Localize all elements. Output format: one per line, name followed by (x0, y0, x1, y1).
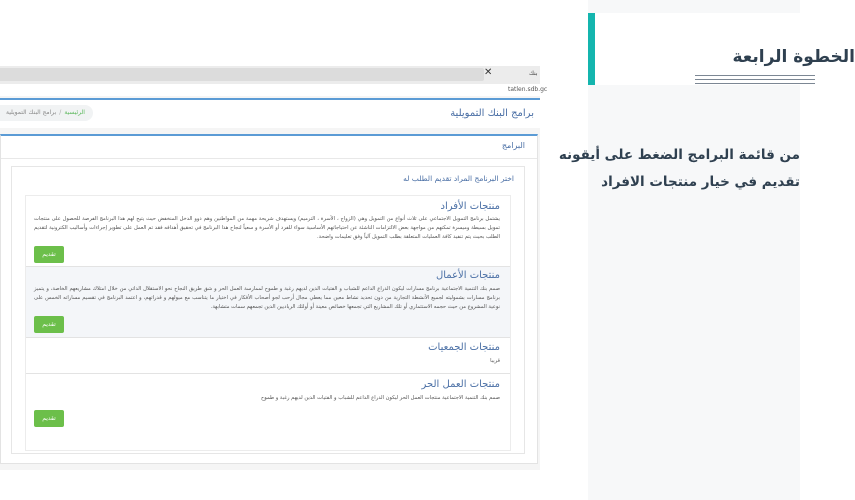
product-description: صمم بنك التنمية الاجتماعية برنامج مسارات ليكون الذراع الداعم للشباب و الفتيات الذين لديهم رغبة و طموح لممارسة العمل الحر و شق طريق النجاح نحو الاستقلال الذاتي من خلال امتلاك مشاريعهم الخاصة، و يتميز برنامج مسارات بشموليته لجميع الأنشطة التجارية من دون تحديد نشاط معين مما يعطي مجال أرحب لجو أصحاب الأفكار في اختيار ما يتناسب مع ميولهم و قدراتهم، و اعتمد البرنامج في تقسيم مساراته الخمس على نوعية المشروع من حيث حجمه الاستثماري أو تلك المشاريع التي تجمعها خصائص معينة أو أولئك الرياديين الذين تجمعهم سمات متشابهة. (34, 286, 500, 310)
instruction-header (595, 13, 855, 85)
product-name: منتجات الأفراد (440, 201, 500, 212)
browser-screenshot (0, 66, 548, 470)
accent-bar (588, 13, 595, 85)
product-list (25, 195, 511, 451)
apply-business-button[interactable]: تقديم (34, 316, 64, 333)
divider (1, 158, 537, 159)
decorative-lines (695, 75, 815, 87)
browser-tab-bar (0, 66, 540, 84)
product-associations (26, 338, 510, 373)
product-freelance (26, 374, 510, 450)
breadcrumb-home-link[interactable]: الرئيسية (64, 109, 85, 116)
page-title: برامج البنك التمويلية (450, 108, 534, 119)
tab-title[interactable]: بنك (529, 70, 538, 77)
address-bar[interactable] (0, 84, 548, 96)
close-icon[interactable]: ✕ (484, 67, 493, 78)
programs-card (0, 134, 538, 464)
program-selection-panel (11, 166, 525, 454)
apply-freelance-button[interactable]: تقديم (34, 410, 64, 427)
product-individuals (26, 196, 510, 266)
breadcrumb-separator: / (59, 109, 62, 116)
page-header (0, 98, 540, 128)
step-title: الخطوة الرابعة (732, 47, 855, 67)
instruction-panel (558, 0, 855, 500)
product-name: منتجات العمل الحر (421, 379, 500, 390)
apply-individuals-button[interactable]: تقديم (34, 246, 64, 263)
product-name: منتجات الجمعيات (428, 342, 500, 353)
breadcrumb (0, 105, 93, 121)
breadcrumb-current: برامج البنك التمويلية (6, 109, 57, 116)
product-name: منتجات الأعمال (435, 270, 500, 281)
instruction-line-1: من قائمة البرامج الضغط على أيقونه (558, 147, 800, 163)
programs-card-title: البرامج (501, 141, 525, 150)
product-description: يشتمل برنامج التمويل الاجتماعي على ثلاث أنواع من التمويل وهي (الزواج ، الأسرة ، الترميم) ويستهدف شريحة مهمة من المواطنين وهم ذوو الدخل المنخفض حيث يتيح لهم هذا البرنامج الفرصة للحصول على منتجات تمويل بسيطة وميسرة تمكنهم من مواجهة بعض الالتزامات الناشئة عن احتياجاتهم الأساسية سواء للفرد أو الأسرة و سعياً لنجاح هذا البرنامج في تحقيق أهدافه فقد تم العمل على تطوير إجراءات وأساليب الكترونية لتقديم الطلب بحيث يتم تنفيذ كافة العمليات المتعلقة بطلب التمويل آلياً وفق تعليمات واضحة. (34, 216, 500, 240)
product-business (26, 267, 510, 337)
instruction-line-2: تقديم في خيار منتجات الافراد (601, 174, 800, 190)
browser-tab[interactable] (0, 68, 484, 81)
product-description: قريبا (490, 358, 500, 364)
step-instructions (500, 142, 800, 196)
product-description: صمم بنك التنمية الاجتماعية منتجات العمل الحر ليكون الذراع الداعم للشباب و الفتيات الذين لديهم رغبة و طموح (260, 395, 500, 401)
choose-program-label: اختر البرنامج المراد تقديم الطلب له (403, 174, 514, 183)
url-text[interactable]: tatlen.sdb.gc (508, 86, 548, 93)
